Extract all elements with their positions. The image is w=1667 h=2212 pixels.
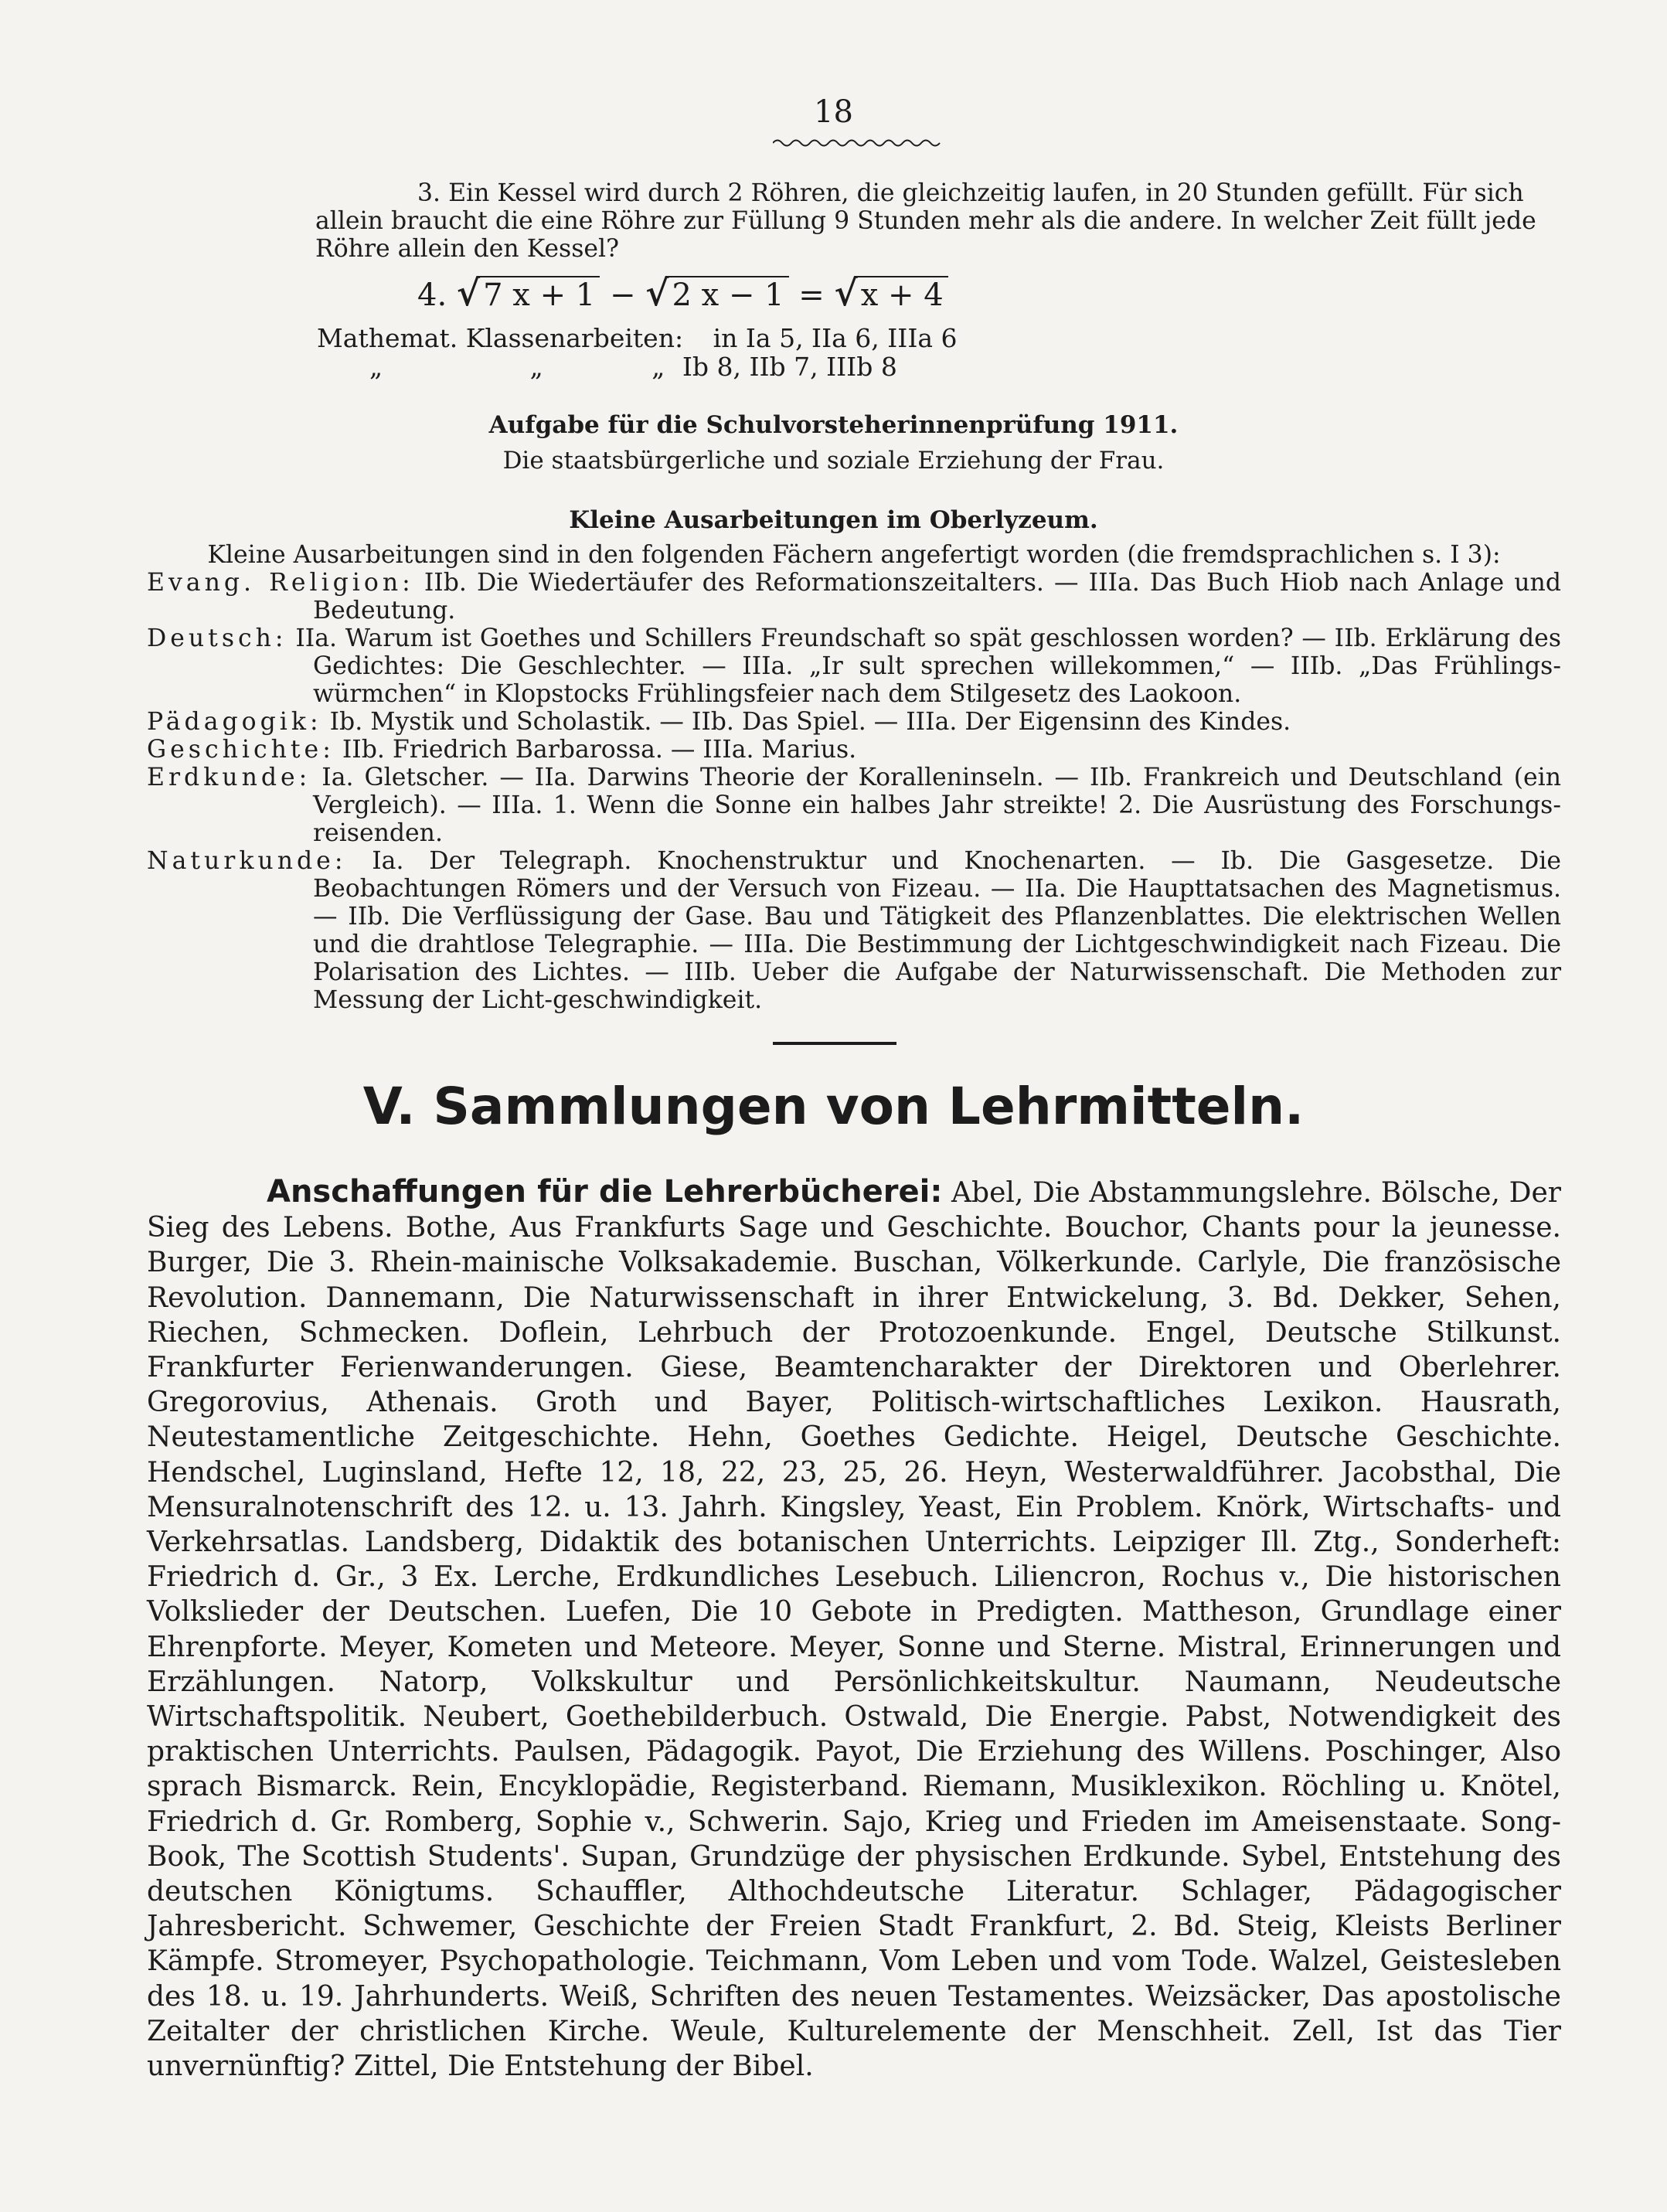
section-title: V. Sammlungen von Lehrmitteln.	[362, 1077, 1305, 1136]
wave-ornament	[773, 138, 943, 148]
root-icon: √	[645, 272, 669, 314]
math-row-1: Mathemat. Klassenarbeiten: in Ia 5, IIa 6, IIIa 6	[317, 323, 958, 353]
root-icon: √	[834, 272, 858, 314]
aufgabe-text: Die staatsbürgerliche und soziale Erziehung der Frau.	[502, 447, 1165, 475]
subject-religion: Evang. Religion: IIb. Die Wiedertäufer des Reformationszeitalters. — IIIa. Das Buch Hiob nach Anlage und Bedeutung.	[147, 569, 1561, 624]
kleine-heading: Kleine Ausarbeitungen im Oberlyzeum.	[569, 506, 1098, 534]
root-icon: √	[456, 272, 481, 314]
lehrerbuecherei-text: Abel, Die Abstammungslehre. Bölsche, Der Sieg des Lebens. Bothe, Aus Frankfurts Sage und Geschichte. Bouchor, Chants pour la jeunesse. Burger, Die 3. Rhein-mainische Volksakademie. Buschan, Völkerkunde. Carlyle, Die französische Revolution. Dannemann, Die Naturwissenschaft in ihrer Entwickelung, 3. Bd. Dekker, Sehen, Riechen, Schmecken. Doflein, Lehrbuch der Protozoenkunde. Engel, Deutsche Stilkunst. Frankfurter Ferienwanderungen. Giese, Beamtencharakter der Direktoren und Oberlehrer. Gregorovius, Athenais. Groth und Bayer, Politisch-wirtschaftliches Lexikon. Hausrath, Neutestamentliche Zeitgeschichte. Hehn, Goethes Gedichte. Heigel, Deutsche Geschichte. Hendschel, Luginsland, Hefte 12, 18, 22, 23, 25, 26. Heyn, Westerwaldführer. Jacobsthal, Die Mensuralnotenschrift des 12. u. 13. Jahrh. Kingsley, Yeast, Ein Problem. Knörk, Wirtschafts- und Verkehrsatlas. Landsberg, Didaktik des botanischen Unterrichts. Leipziger Ill. Ztg., Sonderheft: Friedrich d. Gr., 3 Ex. Lerche, Erdkundliches Lesebuch. Liliencron, Rochus v., Die historischen Volkslieder der Deutschen. Luefen, Die 10 Gebote in Predigten. Mattheson, Grundlage einer Ehrenpforte. Meyer, Kometen und Meteore. Meyer, Sonne und Sterne. Mistral, Erinnerungen und Erzählungen. Natorp, Volkskultur und Persönlichkeitskultur. Naumann, Neudeutsche Wirtschaftspolitik. Neubert, Goethebilderbuch. Ostwald, Die Energie. Pabst, Notwendigkeit des praktischen Unterrichts. Paulsen, Pädagogik. Payot, Die Erziehung des Willens. Poschinger, Also sprach Bismarck. Rein, Encyklopädie, Registerband. Riemann, Musiklexikon. Röchling u. Knötel, Friedrich d. Gr. Romberg, Sophie v., Schwerin. Sajo, Krieg und Frieden im Ameisenstaate. Song-Book, The Scottish Students'. Supan, Grundzüge der physischen Erdkunde. Sybel, Entstehung des deutschen Königtums. Schauffler, Althochdeutsche Literatur. Schlager, Pädagogischer Jahresbericht. Schwemer, Geschichte der Freien Stadt Frankfurt, 2. Bd. Steig, Kleists Berliner Kämpfe. Stromeyer, Psychopathologie. Teichmann, Vom Leben und vom Tode. Walzel, Geistesleben des 18. u. 19. Jahrhunderts. Weiß, Schriften des neuen Testamentes. Weizsäcker, Das apostolische Zeitalter der christlichen Kirche. Weule, Kulturelemente der Menschheit. Zell, Ist das Tier unvernünftig? Zittel, Die Entstehung der Bibel.	[147, 1177, 1561, 2083]
aufgabe-heading: Aufgabe für die Schulvorsteherinnenprüfung 1911.	[488, 411, 1179, 439]
subject-deutsch: Deutsch: IIa. Warum ist Goethes und Schillers Freundschaft so spät geschlossen worden? — IIb. Erklärung des Gedichtes: Die Geschlechter. — IIIa. „Ir sult sprechen willekommen,“ — IIIb. „Das Frühlings-würmchen“ in Klopstocks Frühlingsfeier nach dem Stilgesetz des Laokoon.	[147, 624, 1561, 708]
page-number: 18	[814, 94, 853, 130]
problem-3: 3. Ein Kessel wird durch 2 Röhren, die gleichzeitig laufen, in 20 Stunden gefüllt. Für sich allein braucht die eine Röhre zur Füllung 9 Stunden mehr als die andere. In welcher Zeit füllt jede Röhre allein den Kessel?	[315, 179, 1536, 263]
math-row-2: „ „ „ Ib 8, IIb 7, IIIb 8	[369, 352, 897, 382]
kleine-intro: Kleine Ausarbeitungen sind in den folgenden Fächern angefertigt worden (die fremdsprachlichen s. I 3):	[207, 541, 1501, 569]
subject-paedagogik: Pädagogik: Ib. Mystik und Scholastik. — IIb. Das Spiel. — IIIa. Der Eigensinn des Kindes.	[147, 708, 1291, 736]
lehrerbuecherei-heading: Anschaffungen für die Lehrerbücherei:	[267, 1174, 943, 1210]
lehrerbuecherei-block	[147, 1175, 1561, 2084]
subject-geschichte: Geschichte: IIb. Friedrich Barbarossa. — IIIa. Marius.	[147, 736, 857, 764]
section-divider	[773, 1042, 896, 1045]
subject-naturkunde: Naturkunde: Ia. Der Telegraph. Knochenstruktur und Knochenarten. — Ib. Die Gasgesetze. Die Beobachtungen Römers und der Versuch von Fizeau. — IIa. Die Haupttatsachen des Magnetismus. — IIb. Die Verflüssigung der Gase. Bau und Tätigkeit des Pflanzenblattes. Die elektrischen Wellen und die drahtlose Telegraphie. — IIIa. Die Bestimmung der Lichtgeschwindigkeit nach Fizeau. Die Polarisation des Lichtes. — IIIb. Ueber die Aufgabe der Naturwissenschaft. Die Methoden zur Messung der Licht-geschwindigkeit.	[147, 847, 1561, 1014]
problem-4-equation: 4. √ 7 x + 1 − √ 2 x − 1 = √ x + 4	[417, 272, 948, 314]
lehrerbuecherei-paragraph	[147, 1175, 1561, 2084]
subjects-block	[147, 541, 1561, 1014]
subject-erdkunde: Erdkunde: Ia. Gletscher. — IIa. Darwins Theorie der Koralleninseln. — IIb. Frankreich und Deutschland (ein Vergleich). — IIIa. 1. Wenn die Sonne ein halbes Jahr streikte! 2. Die Ausrüstung des Forschungs-reisenden.	[147, 764, 1561, 847]
